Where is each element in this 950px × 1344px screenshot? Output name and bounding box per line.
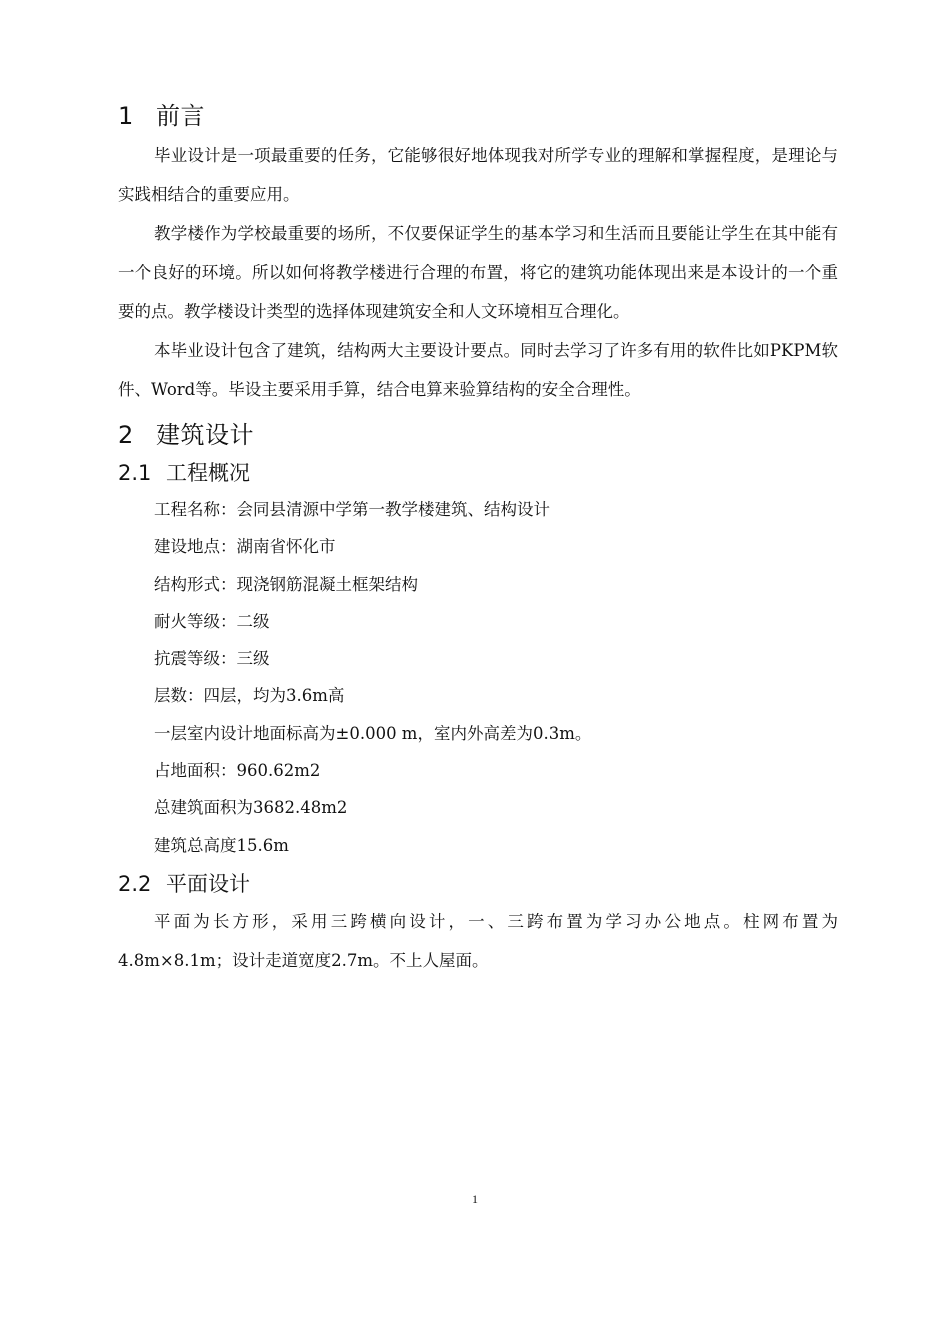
spec-line: 占地面积：960.62m2 [154, 761, 321, 781]
section-title: 前言 [156, 102, 205, 130]
section-number: 1 [118, 102, 134, 130]
section-heading-architecture [118, 415, 838, 455]
subsection-title: 工程概况 [166, 461, 250, 485]
spec-line: 一层室内设计地面标高为±0.000 m，室内外高差为0.3m。 [154, 723, 592, 743]
spec-line: 耐火等级：二级 [154, 611, 270, 631]
spec-line: 总建筑面积为3682.48m2 [154, 798, 348, 818]
section-heading-preface [118, 96, 838, 136]
spec-line: 抗震等级：三级 [154, 649, 270, 669]
spec-line: 结构形式：现浇钢筋混凝土框架结构 [154, 574, 418, 594]
spec-line: 建设地点：湖南省怀化市 [154, 537, 336, 557]
paragraph: 本毕业设计包含了建筑，结构两大主要设计要点。同时去学习了许多有用的软件比如PKPM软件、Word等。毕设主要采用手算，结合电算来验算结构的安全合理性。 [118, 341, 838, 399]
section-title: 建筑设计 [156, 421, 254, 449]
page-number: 1 [472, 1192, 478, 1206]
paragraph: 毕业设计是一项最重要的任务，它能够很好地体现我对所学专业的理解和掌握程度，是理论与实践相结合的重要应用。 [118, 146, 838, 204]
spec-line: 建筑总高度15.6m [154, 835, 289, 855]
paragraph: 教学楼作为学校最重要的场所，不仅要保证学生的基本学习和生活而且要能让学生在其中能有一个良好的环境。所以如何将教学楼进行合理的布置，将它的建筑功能体现出来是本设计的一个重要的点。教学楼设计类型的选择体现建筑安全和人文环境相互合理化。 [118, 224, 838, 321]
subsection-number: 2.2 [118, 871, 152, 896]
spec-line: 工程名称：会同县清源中学第一教学楼建筑、结构设计 [154, 500, 550, 519]
document-page [118, 96, 838, 980]
subsection-title: 平面设计 [166, 871, 250, 896]
spec-line: 层数：四层，均为3.6m高 [154, 686, 345, 706]
subsection-heading-plan-design [118, 866, 838, 902]
paragraph: 平面为长方形，采用三跨横向设计，一、三跨布置为学习办公地点。柱网布置为4.8m×8.1m；设计走道宽度2.7m。不上人屋面。 [118, 911, 838, 970]
subsection-number: 2.1 [118, 461, 152, 485]
subsection-heading-overview [118, 455, 838, 491]
section-number: 2 [118, 421, 134, 449]
